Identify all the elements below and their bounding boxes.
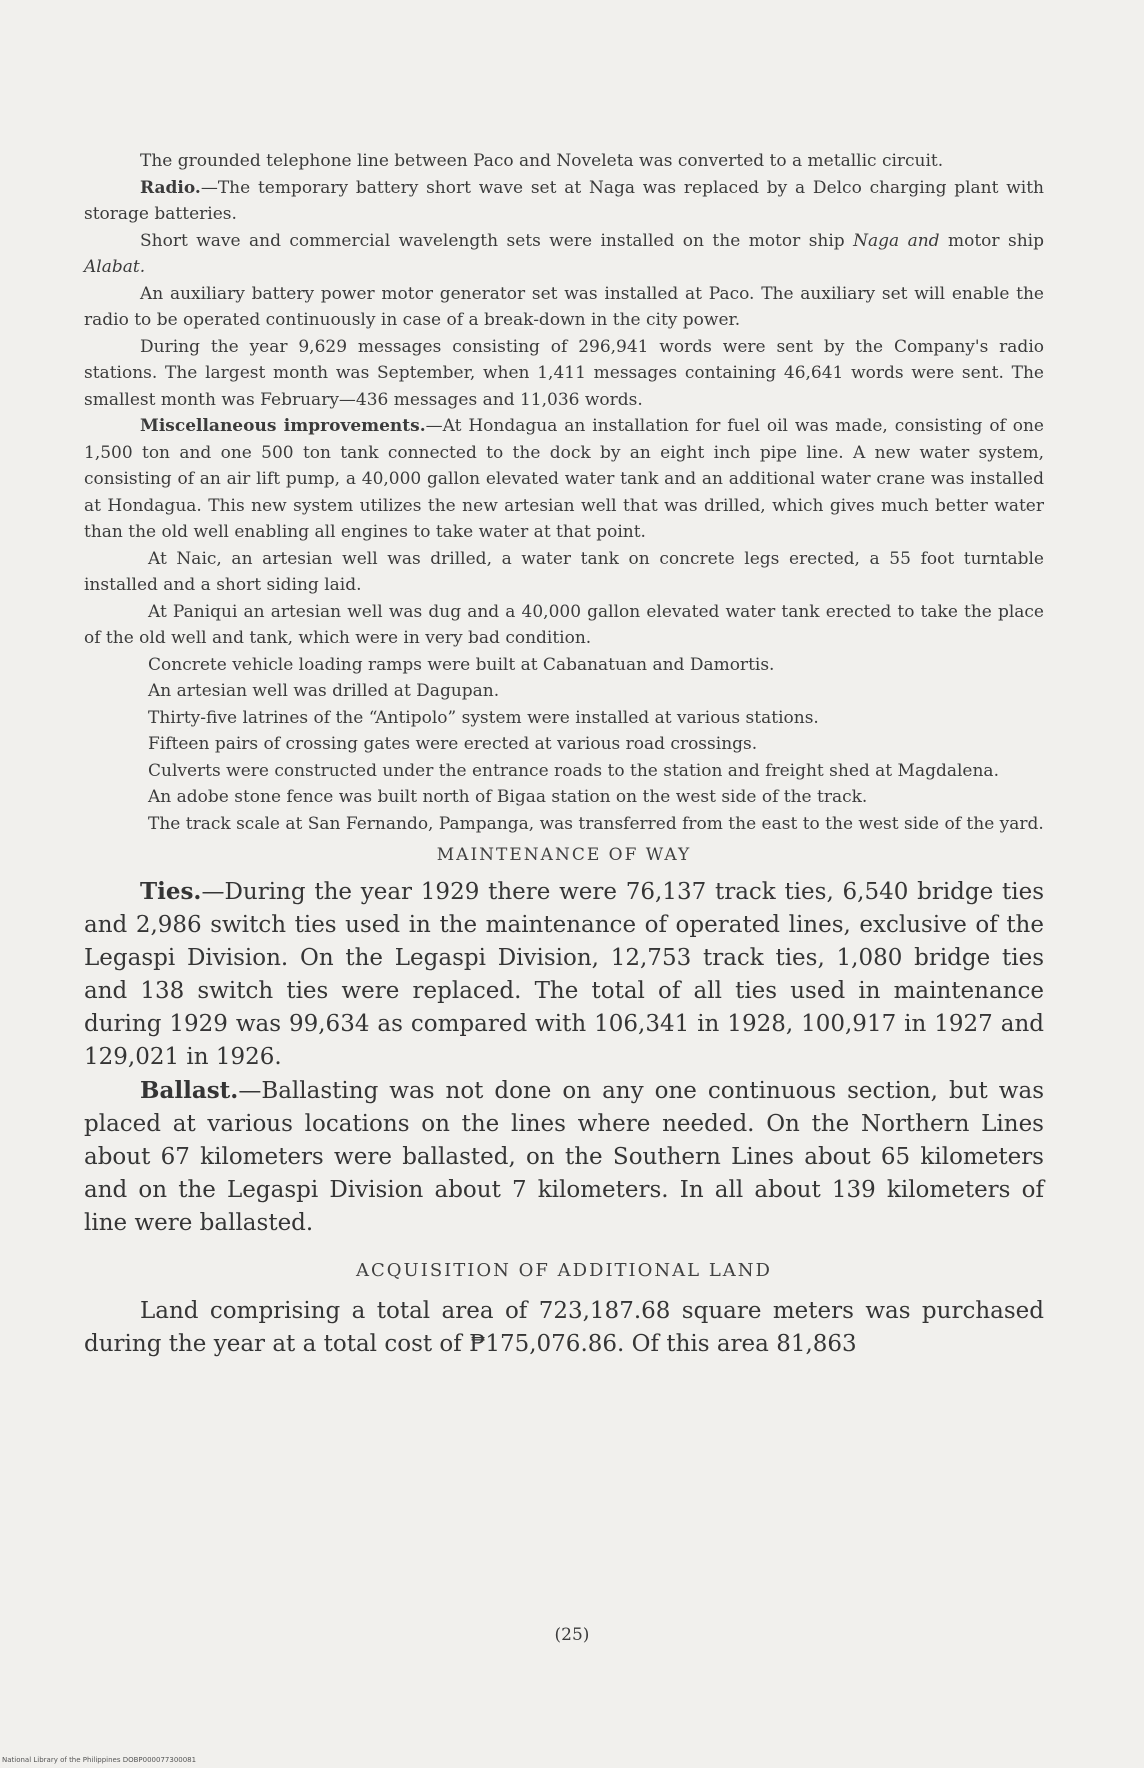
- paragraph-ramps: Concrete vehicle loading ramps were built at Cabanatuan and Damortis.: [148, 654, 775, 675]
- paragraph-ballast: [84, 1074, 1044, 1240]
- lead-ties: Ties.: [140, 878, 202, 905]
- paragraph-ties: [84, 875, 1044, 1074]
- paragraph-telephone: The grounded telephone line between Paco and Noveleta was converted to a metallic circuit.: [140, 151, 944, 171]
- paragraph-paniqui: At Paniqui an artesian well was dug and a 40,000 gallon elevated water tank erected to take the place of the old well and tank, which were in very bad condition.: [84, 601, 1044, 648]
- paragraph-gates: Fifteen pairs of crossing gates were erected at various road crossings.: [148, 734, 758, 754]
- lead-ballast: Ballast.: [140, 1077, 239, 1104]
- paragraph-scale: The track scale at San Fernando, Pampanga, was transferred from the east to the west side of the yard.: [148, 813, 1044, 834]
- large-text-section: [84, 875, 1044, 1240]
- ship-naga: Naga and: [853, 230, 940, 251]
- paragraph-dagupan: An artesian well was drilled at Dagupan.: [148, 681, 500, 701]
- lead-radio: Radio.: [140, 177, 201, 198]
- heading-maintenance: MAINTENANCE OF WAY: [436, 845, 692, 865]
- paragraph-misc-text: —At Hondagua an installation for fuel oil was made, consisting of one 1,500 ton and one 500 ton tank connected to the dock by an eight inch pipe line. A new water system, consisting of an air lift pump, a 40,000 gallon elevated water tank and an additional water crane was installed at Hondagua. This new system utilizes the new artesian well that was drilled, which gives much better water than the old well enabling all engines to take water at that point.: [84, 416, 1044, 542]
- paragraph-latrines: Thirty-five latrines of the “Antipolo” system were installed at various stations.: [148, 707, 819, 728]
- paragraph-fence: An adobe stone fence was built north of Bigaa station on the west side of the track.: [148, 787, 868, 807]
- land-section: [84, 1295, 1044, 1361]
- page-body: [84, 148, 1044, 1361]
- paragraph-ballast-text: —Ballasting was not done on any one continuous section, but was placed at various locations on the lines where needed. On the Northern Lines about 67 kilometers were ballasted, on the Southern Lines about 65 kilometers and on the Legaspi Division about 7 kilometers. In all about 139 kilometers of line were ballasted.: [84, 1078, 1044, 1236]
- paragraph-misc: [84, 413, 1044, 546]
- footer-credit: National Library of the Philippines DOBP000077300081: [2, 1756, 197, 1764]
- paragraph-radio: [84, 175, 1044, 228]
- lead-misc: Miscellaneous improvements.: [140, 416, 426, 436]
- paragraph-shortwave-b: motor ship: [939, 230, 1044, 251]
- paragraph-shortwave: [84, 228, 1044, 281]
- paragraph-naic: At Naic, an artesian well was drilled, a water tank on concrete legs erected, a 55 foot turntable installed and a short siding laid.: [84, 548, 1044, 595]
- small-text-section: [84, 148, 1044, 837]
- paragraph-shortwave-a: Short wave and commercial wavelength sets were installed on the motor ship: [140, 230, 854, 251]
- paragraph-auxiliary: An auxiliary battery power motor generator set was installed at Paco. The auxiliary set will enable the radio to be operated continuously in case of a break-down in the city power.: [84, 283, 1044, 330]
- paragraph-land: Land comprising a total area of 723,187.68 square meters was purchased during the year at a total cost of ₱175,076.86. Of this area 81,863: [84, 1298, 1044, 1357]
- page-number: (25): [554, 1625, 590, 1645]
- paragraph-ties-text: —During the year 1929 there were 76,137 track ties, 6,540 bridge ties and 2,986 switch ties used in the maintenance of operated lines, exclusive of the Legaspi Division. On the Legaspi Division, 12,753 track ties, 1,080 bridge ties and 138 switch ties were replaced. The total of all ties used in maintenance during 1929 was 99,634 as compared with 106,341 in 1928, 100,917 in 1927 and 129,021 in 1926.: [84, 879, 1044, 1070]
- paragraph-messages: During the year 9,629 messages consisting of 296,941 words were sent by the Company's radio stations. The largest month was September, when 1,411 messages containing 46,641 words were sent. The smallest month was February—436 messages and 11,036 words.: [84, 336, 1044, 410]
- paragraph-radio-text: —The temporary battery short wave set at Naga was replaced by a Delco charging plant with storage batteries.: [84, 177, 1044, 224]
- heading-land: ACQUISITION OF ADDITIONAL LAND: [356, 1260, 772, 1281]
- ship-alabat: Alabat.: [84, 257, 146, 277]
- paragraph-culverts: Culverts were constructed under the entrance roads to the station and freight shed at Magdalena.: [148, 760, 999, 781]
